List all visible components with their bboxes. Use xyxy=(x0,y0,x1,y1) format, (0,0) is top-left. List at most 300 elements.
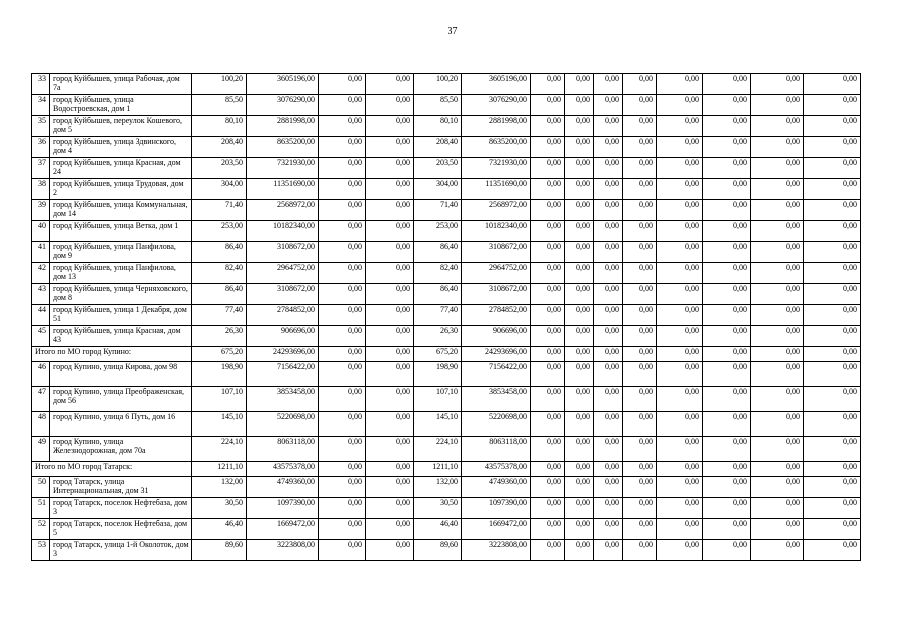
row-number-cell: 33 xyxy=(32,74,50,95)
value-cell: 0,00 xyxy=(804,305,861,326)
row-number-cell: 38 xyxy=(32,179,50,200)
value-cell: 0,00 xyxy=(751,221,804,242)
value-cell: 0,00 xyxy=(623,362,657,387)
value-cell: 0,00 xyxy=(751,284,804,305)
value-cell: 0,00 xyxy=(657,284,703,305)
area-cell: 86,40 xyxy=(192,284,247,305)
table-row xyxy=(32,158,861,179)
value-cell: 0,00 xyxy=(657,200,703,221)
value-cell: 0,00 xyxy=(703,95,751,116)
area-cell: 107,10 xyxy=(192,387,247,412)
table-row xyxy=(32,305,861,326)
value-cell: 0,00 xyxy=(594,179,623,200)
value-cell: 0,00 xyxy=(751,116,804,137)
row-number-cell: 42 xyxy=(32,263,50,284)
cost-total-cell: 7156422,00 xyxy=(462,362,531,387)
value-cell: 0,00 xyxy=(319,95,366,116)
address-cell: город Куйбышев, переулок Кошевого, дом 5 xyxy=(50,116,192,137)
table-row xyxy=(32,242,861,263)
value-cell: 0,00 xyxy=(804,74,861,95)
value-cell: 0,00 xyxy=(319,305,366,326)
area-total-cell: 198,90 xyxy=(414,362,462,387)
area-total-cell: 224,10 xyxy=(414,437,462,462)
value-cell: 0,00 xyxy=(804,498,861,519)
cost-total-cell: 3223808,00 xyxy=(462,540,531,561)
value-cell: 0,00 xyxy=(751,242,804,263)
value-cell: 0,00 xyxy=(623,477,657,498)
cost-cell: 3605196,00 xyxy=(247,74,319,95)
cost-cell: 7156422,00 xyxy=(247,362,319,387)
cost-total-cell: 43575378,00 xyxy=(462,462,531,477)
value-cell: 0,00 xyxy=(623,437,657,462)
value-cell: 0,00 xyxy=(657,326,703,347)
cost-cell: 2964752,00 xyxy=(247,263,319,284)
value-cell: 0,00 xyxy=(565,221,594,242)
cost-cell: 3108672,00 xyxy=(247,284,319,305)
table-row xyxy=(32,200,861,221)
value-cell: 0,00 xyxy=(565,477,594,498)
value-cell: 0,00 xyxy=(623,74,657,95)
value-cell: 0,00 xyxy=(531,179,565,200)
value-cell: 0,00 xyxy=(565,305,594,326)
value-cell: 0,00 xyxy=(703,326,751,347)
area-cell: 198,90 xyxy=(192,362,247,387)
value-cell: 0,00 xyxy=(366,179,414,200)
address-cell: город Татарск, улица 1-й Околоток, дом 3 xyxy=(50,540,192,561)
value-cell: 0,00 xyxy=(623,200,657,221)
table-row xyxy=(32,477,861,498)
cost-cell: 2568972,00 xyxy=(247,200,319,221)
area-total-cell: 46,40 xyxy=(414,519,462,540)
value-cell: 0,00 xyxy=(565,74,594,95)
value-cell: 0,00 xyxy=(703,305,751,326)
value-cell: 0,00 xyxy=(703,477,751,498)
value-cell: 0,00 xyxy=(623,221,657,242)
value-cell: 0,00 xyxy=(751,437,804,462)
address-cell: город Куйбышев, улица Рабочая, дом 7а xyxy=(50,74,192,95)
area-cell: 71,40 xyxy=(192,200,247,221)
value-cell: 0,00 xyxy=(657,477,703,498)
area-total-cell: 30,50 xyxy=(414,498,462,519)
value-cell: 0,00 xyxy=(657,74,703,95)
value-cell: 0,00 xyxy=(531,326,565,347)
cost-cell: 7321930,00 xyxy=(247,158,319,179)
table-row xyxy=(32,95,861,116)
value-cell: 0,00 xyxy=(804,179,861,200)
value-cell: 0,00 xyxy=(657,263,703,284)
area-cell: 86,40 xyxy=(192,242,247,263)
value-cell: 0,00 xyxy=(657,95,703,116)
table-row xyxy=(32,498,861,519)
value-cell: 0,00 xyxy=(751,412,804,437)
value-cell: 0,00 xyxy=(703,519,751,540)
value-cell: 0,00 xyxy=(319,158,366,179)
value-cell: 0,00 xyxy=(751,498,804,519)
value-cell: 0,00 xyxy=(319,284,366,305)
value-cell: 0,00 xyxy=(703,362,751,387)
value-cell: 0,00 xyxy=(751,179,804,200)
value-cell: 0,00 xyxy=(366,74,414,95)
value-cell: 0,00 xyxy=(594,326,623,347)
value-cell: 0,00 xyxy=(623,116,657,137)
value-cell: 0,00 xyxy=(366,95,414,116)
value-cell: 0,00 xyxy=(623,179,657,200)
value-cell: 0,00 xyxy=(703,462,751,477)
cost-total-cell: 2568972,00 xyxy=(462,200,531,221)
value-cell: 0,00 xyxy=(366,284,414,305)
value-cell: 0,00 xyxy=(703,347,751,362)
address-cell: город Купино, улица 6 Путь, дом 16 xyxy=(50,412,192,437)
value-cell: 0,00 xyxy=(565,200,594,221)
value-cell: 0,00 xyxy=(751,462,804,477)
value-cell: 0,00 xyxy=(804,200,861,221)
cost-cell: 906696,00 xyxy=(247,326,319,347)
row-number-cell: 47 xyxy=(32,387,50,412)
value-cell: 0,00 xyxy=(531,95,565,116)
value-cell: 0,00 xyxy=(366,362,414,387)
address-cell: город Купино, улица Кирова, дом 98 xyxy=(50,362,192,387)
value-cell: 0,00 xyxy=(531,540,565,561)
value-cell: 0,00 xyxy=(804,95,861,116)
address-cell: город Куйбышев, улица Красная, дом 24 xyxy=(50,158,192,179)
area-total-cell: 208,40 xyxy=(414,137,462,158)
row-number-cell: 43 xyxy=(32,284,50,305)
value-cell: 0,00 xyxy=(531,284,565,305)
area-total-cell: 80,10 xyxy=(414,116,462,137)
cost-total-cell: 24293696,00 xyxy=(462,347,531,362)
value-cell: 0,00 xyxy=(319,137,366,158)
value-cell: 0,00 xyxy=(531,137,565,158)
value-cell: 0,00 xyxy=(804,437,861,462)
area-total-cell: 85,50 xyxy=(414,95,462,116)
value-cell: 0,00 xyxy=(594,200,623,221)
area-cell: 1211,10 xyxy=(192,462,247,477)
area-cell: 46,40 xyxy=(192,519,247,540)
value-cell: 0,00 xyxy=(623,284,657,305)
area-total-cell: 82,40 xyxy=(414,263,462,284)
cost-cell: 10182340,00 xyxy=(247,221,319,242)
table-row xyxy=(32,326,861,347)
page-number: 37 xyxy=(447,26,458,37)
value-cell: 0,00 xyxy=(657,462,703,477)
value-cell: 0,00 xyxy=(531,263,565,284)
value-cell: 0,00 xyxy=(623,137,657,158)
cost-total-cell: 8635200,00 xyxy=(462,137,531,158)
row-number-cell: 45 xyxy=(32,326,50,347)
area-cell: 30,50 xyxy=(192,498,247,519)
address-cell: город Татарск, поселок Нефтебаза, дом 3 xyxy=(50,498,192,519)
value-cell: 0,00 xyxy=(751,347,804,362)
value-cell: 0,00 xyxy=(804,221,861,242)
value-cell: 0,00 xyxy=(319,242,366,263)
value-cell: 0,00 xyxy=(751,74,804,95)
value-cell: 0,00 xyxy=(366,242,414,263)
value-cell: 0,00 xyxy=(565,462,594,477)
value-cell: 0,00 xyxy=(657,412,703,437)
value-cell: 0,00 xyxy=(594,347,623,362)
row-number-cell: 48 xyxy=(32,412,50,437)
value-cell: 0,00 xyxy=(623,326,657,347)
value-cell: 0,00 xyxy=(703,387,751,412)
row-number-cell: 51 xyxy=(32,498,50,519)
row-number-cell: 34 xyxy=(32,95,50,116)
address-cell: город Куйбышев, улица Ветка, дом 1 xyxy=(50,221,192,242)
value-cell: 0,00 xyxy=(623,263,657,284)
area-cell: 82,40 xyxy=(192,263,247,284)
table-row xyxy=(32,412,861,437)
area-total-cell: 1211,10 xyxy=(414,462,462,477)
value-cell: 0,00 xyxy=(804,284,861,305)
address-cell: город Куйбышев, улица Коммунальная, дом 14 xyxy=(50,200,192,221)
table-row xyxy=(32,263,861,284)
value-cell: 0,00 xyxy=(804,263,861,284)
area-total-cell: 203,50 xyxy=(414,158,462,179)
value-cell: 0,00 xyxy=(366,412,414,437)
value-cell: 0,00 xyxy=(703,540,751,561)
value-cell: 0,00 xyxy=(657,137,703,158)
address-cell: город Куйбышев, улица 1 Декабря, дом 51 xyxy=(50,305,192,326)
value-cell: 0,00 xyxy=(319,263,366,284)
value-cell: 0,00 xyxy=(594,498,623,519)
value-cell: 0,00 xyxy=(319,221,366,242)
row-number-cell: 50 xyxy=(32,477,50,498)
area-cell: 132,00 xyxy=(192,477,247,498)
value-cell: 0,00 xyxy=(804,462,861,477)
value-cell: 0,00 xyxy=(366,326,414,347)
value-cell: 0,00 xyxy=(703,437,751,462)
value-cell: 0,00 xyxy=(751,137,804,158)
value-cell: 0,00 xyxy=(804,477,861,498)
cost-cell: 3223808,00 xyxy=(247,540,319,561)
value-cell: 0,00 xyxy=(565,242,594,263)
table-row xyxy=(32,362,861,387)
value-cell: 0,00 xyxy=(366,116,414,137)
value-cell: 0,00 xyxy=(319,200,366,221)
value-cell: 0,00 xyxy=(565,137,594,158)
area-cell: 224,10 xyxy=(192,437,247,462)
area-total-cell: 26,30 xyxy=(414,326,462,347)
value-cell: 0,00 xyxy=(594,74,623,95)
cost-total-cell: 3605196,00 xyxy=(462,74,531,95)
value-cell: 0,00 xyxy=(531,362,565,387)
total-label-cell: Итого по МО город Купино: xyxy=(32,347,192,362)
value-cell: 0,00 xyxy=(366,221,414,242)
table-row xyxy=(32,137,861,158)
value-cell: 0,00 xyxy=(623,387,657,412)
row-number-cell: 35 xyxy=(32,116,50,137)
area-total-cell: 86,40 xyxy=(414,284,462,305)
value-cell: 0,00 xyxy=(565,519,594,540)
value-cell: 0,00 xyxy=(594,540,623,561)
value-cell: 0,00 xyxy=(751,158,804,179)
value-cell: 0,00 xyxy=(623,540,657,561)
value-cell: 0,00 xyxy=(657,437,703,462)
address-cell: город Куйбышев, улица Панфилова, дом 13 xyxy=(50,263,192,284)
value-cell: 0,00 xyxy=(531,74,565,95)
area-total-cell: 107,10 xyxy=(414,387,462,412)
table-row xyxy=(32,74,861,95)
area-cell: 80,10 xyxy=(192,116,247,137)
cost-total-cell: 2784852,00 xyxy=(462,305,531,326)
value-cell: 0,00 xyxy=(366,347,414,362)
area-cell: 208,40 xyxy=(192,137,247,158)
value-cell: 0,00 xyxy=(657,498,703,519)
value-cell: 0,00 xyxy=(703,263,751,284)
value-cell: 0,00 xyxy=(319,498,366,519)
value-cell: 0,00 xyxy=(751,200,804,221)
table-row xyxy=(32,179,861,200)
value-cell: 0,00 xyxy=(565,95,594,116)
total-row xyxy=(32,347,861,362)
value-cell: 0,00 xyxy=(594,462,623,477)
area-cell: 253,00 xyxy=(192,221,247,242)
value-cell: 0,00 xyxy=(319,116,366,137)
value-cell: 0,00 xyxy=(804,158,861,179)
value-cell: 0,00 xyxy=(531,221,565,242)
value-cell: 0,00 xyxy=(594,242,623,263)
cost-total-cell: 5220698,00 xyxy=(462,412,531,437)
value-cell: 0,00 xyxy=(657,305,703,326)
value-cell: 0,00 xyxy=(657,158,703,179)
area-total-cell: 675,20 xyxy=(414,347,462,362)
value-cell: 0,00 xyxy=(319,519,366,540)
value-cell: 0,00 xyxy=(531,242,565,263)
value-cell: 0,00 xyxy=(531,462,565,477)
value-cell: 0,00 xyxy=(703,221,751,242)
table-row xyxy=(32,437,861,462)
value-cell: 0,00 xyxy=(751,519,804,540)
value-cell: 0,00 xyxy=(804,519,861,540)
cost-cell: 5220698,00 xyxy=(247,412,319,437)
value-cell: 0,00 xyxy=(594,221,623,242)
total-label-cell: Итого по МО город Татарск: xyxy=(32,462,192,477)
value-cell: 0,00 xyxy=(623,158,657,179)
value-cell: 0,00 xyxy=(657,242,703,263)
value-cell: 0,00 xyxy=(623,95,657,116)
value-cell: 0,00 xyxy=(751,95,804,116)
cost-total-cell: 2964752,00 xyxy=(462,263,531,284)
area-total-cell: 145,10 xyxy=(414,412,462,437)
area-cell: 145,10 xyxy=(192,412,247,437)
value-cell: 0,00 xyxy=(623,498,657,519)
cost-cell: 2784852,00 xyxy=(247,305,319,326)
value-cell: 0,00 xyxy=(319,437,366,462)
value-cell: 0,00 xyxy=(623,347,657,362)
value-cell: 0,00 xyxy=(751,305,804,326)
value-cell: 0,00 xyxy=(366,387,414,412)
value-cell: 0,00 xyxy=(657,347,703,362)
value-cell: 0,00 xyxy=(319,347,366,362)
value-cell: 0,00 xyxy=(366,305,414,326)
table-body xyxy=(32,74,861,561)
cost-cell: 8635200,00 xyxy=(247,137,319,158)
value-cell: 0,00 xyxy=(531,412,565,437)
row-number-cell: 39 xyxy=(32,200,50,221)
value-cell: 0,00 xyxy=(531,158,565,179)
value-cell: 0,00 xyxy=(565,158,594,179)
value-cell: 0,00 xyxy=(319,179,366,200)
value-cell: 0,00 xyxy=(366,498,414,519)
value-cell: 0,00 xyxy=(565,362,594,387)
value-cell: 0,00 xyxy=(594,158,623,179)
table-row xyxy=(32,221,861,242)
value-cell: 0,00 xyxy=(804,137,861,158)
value-cell: 0,00 xyxy=(594,137,623,158)
row-number-cell: 40 xyxy=(32,221,50,242)
area-total-cell: 86,40 xyxy=(414,242,462,263)
value-cell: 0,00 xyxy=(565,347,594,362)
value-cell: 0,00 xyxy=(319,362,366,387)
value-cell: 0,00 xyxy=(565,387,594,412)
row-number-cell: 37 xyxy=(32,158,50,179)
address-cell: город Куйбышев, улица Водостроевская, дом 1 xyxy=(50,95,192,116)
value-cell: 0,00 xyxy=(657,179,703,200)
value-cell: 0,00 xyxy=(366,137,414,158)
value-cell: 0,00 xyxy=(657,116,703,137)
address-cell: город Татарск, поселок Нефтебаза, дом 5 xyxy=(50,519,192,540)
address-cell: город Куйбышев, улица Красная, дом 43 xyxy=(50,326,192,347)
value-cell: 0,00 xyxy=(531,437,565,462)
value-cell: 0,00 xyxy=(657,387,703,412)
housing-data-table xyxy=(31,73,861,561)
value-cell: 0,00 xyxy=(703,179,751,200)
cost-cell: 4749360,00 xyxy=(247,477,319,498)
row-number-cell: 46 xyxy=(32,362,50,387)
table-row xyxy=(32,284,861,305)
value-cell: 0,00 xyxy=(531,498,565,519)
value-cell: 0,00 xyxy=(565,437,594,462)
value-cell: 0,00 xyxy=(804,387,861,412)
value-cell: 0,00 xyxy=(751,362,804,387)
area-total-cell: 71,40 xyxy=(414,200,462,221)
value-cell: 0,00 xyxy=(565,116,594,137)
address-cell: город Куйбышев, улица Здвинского, дом 4 xyxy=(50,137,192,158)
address-cell: город Куйбышев, улица Панфилова, дом 9 xyxy=(50,242,192,263)
table-row xyxy=(32,519,861,540)
value-cell: 0,00 xyxy=(366,437,414,462)
value-cell: 0,00 xyxy=(319,326,366,347)
value-cell: 0,00 xyxy=(594,116,623,137)
value-cell: 0,00 xyxy=(366,462,414,477)
area-cell: 85,50 xyxy=(192,95,247,116)
value-cell: 0,00 xyxy=(751,477,804,498)
address-cell: город Куйбышев, улица Черняховского, дом 8 xyxy=(50,284,192,305)
table-row xyxy=(32,540,861,561)
value-cell: 0,00 xyxy=(751,263,804,284)
cost-total-cell: 1669472,00 xyxy=(462,519,531,540)
value-cell: 0,00 xyxy=(531,519,565,540)
row-number-cell: 44 xyxy=(32,305,50,326)
value-cell: 0,00 xyxy=(751,326,804,347)
value-cell: 0,00 xyxy=(319,74,366,95)
value-cell: 0,00 xyxy=(531,387,565,412)
row-number-cell: 41 xyxy=(32,242,50,263)
value-cell: 0,00 xyxy=(623,305,657,326)
cost-cell: 3076290,00 xyxy=(247,95,319,116)
value-cell: 0,00 xyxy=(703,116,751,137)
value-cell: 0,00 xyxy=(657,540,703,561)
value-cell: 0,00 xyxy=(751,540,804,561)
value-cell: 0,00 xyxy=(804,540,861,561)
cost-total-cell: 1097390,00 xyxy=(462,498,531,519)
value-cell: 0,00 xyxy=(594,519,623,540)
cost-total-cell: 2881998,00 xyxy=(462,116,531,137)
value-cell: 0,00 xyxy=(804,412,861,437)
value-cell: 0,00 xyxy=(703,74,751,95)
value-cell: 0,00 xyxy=(594,412,623,437)
cost-total-cell: 8063118,00 xyxy=(462,437,531,462)
value-cell: 0,00 xyxy=(531,477,565,498)
